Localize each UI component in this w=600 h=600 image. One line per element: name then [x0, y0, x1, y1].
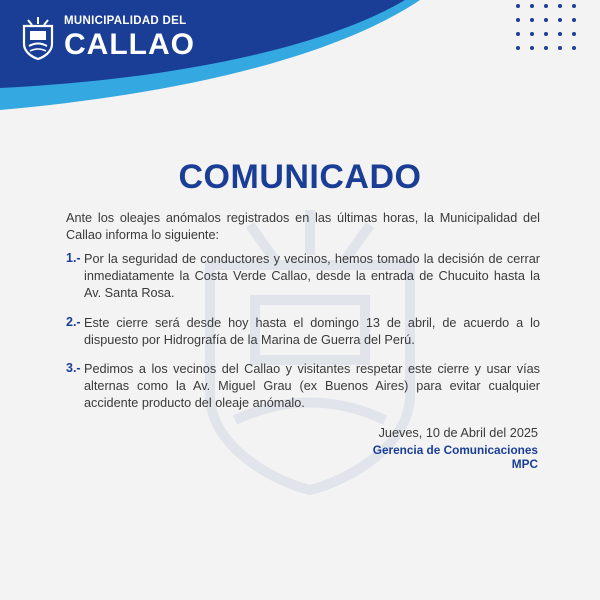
signature-department: Gerencia de Comunicaciones — [372, 443, 538, 457]
list-item — [66, 315, 540, 349]
page-title: COMUNICADO — [178, 158, 422, 196]
list-item — [66, 251, 540, 302]
item-number: 2.- — [66, 315, 81, 329]
item-text: Pedimos a los vecinos del Callao y visitantes respetar este cierre y usar vías alternas como la Av. Miguel Grau (ex Buenos Aires) para evitar cualquier accidente producto del oleaje anómalo. — [84, 362, 540, 410]
item-text: Por la seguridad de conductores y vecinos, hemos tomado la decisión de cerrar inmediatamente la Costa Verde Callao, desde la entrada de Chucuito hasta la Av. Santa Rosa. — [84, 252, 540, 300]
intro-paragraph: Ante los oleajes anómalos registrados en las últimas horas, la Municipalidad del Callao informa lo siguiente: — [66, 211, 540, 242]
brand-line1: MUNICIPALIDAD DEL — [64, 15, 187, 28]
date-line: Jueves, 10 de Abril del 2025 — [378, 426, 538, 440]
dot-grid-decoration — [514, 2, 578, 58]
brand-logo — [20, 16, 195, 60]
item-number: 1.- — [66, 251, 81, 265]
item-number: 3.- — [66, 361, 81, 375]
signature — [373, 443, 538, 471]
brand-line2: CALLAO — [64, 27, 195, 61]
callao-crest-icon — [20, 16, 56, 60]
list-item — [66, 361, 540, 412]
item-text: Este cierre será desde hoy hasta el domingo 13 de abril, de acuerdo a lo dispuesto por Hidrografía de la Marina de Guerra del Perú. — [84, 316, 540, 347]
signature-org: MPC — [511, 457, 538, 471]
